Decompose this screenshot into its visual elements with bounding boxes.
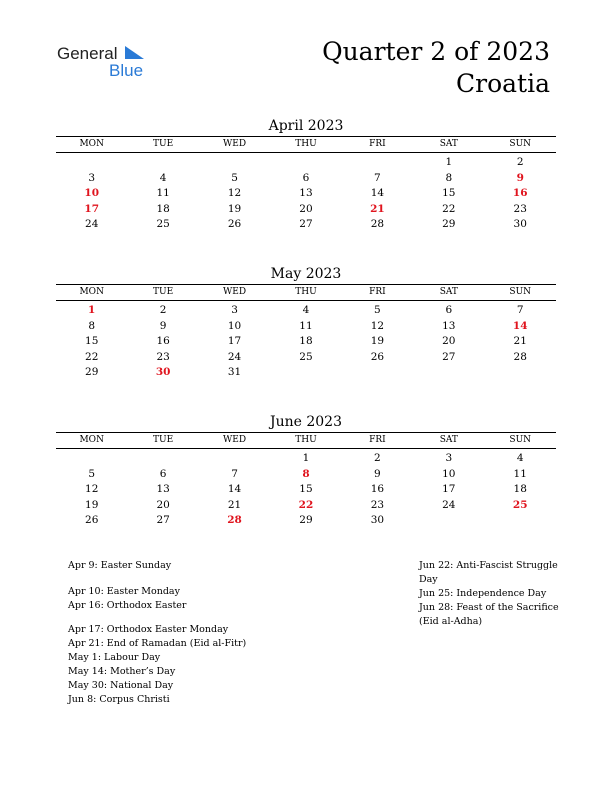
- day-cell: 22: [442, 202, 456, 215]
- day-cell: 16: [370, 483, 385, 495]
- day-cell: 19: [85, 498, 99, 511]
- weekday-label: WED: [223, 287, 247, 297]
- month-june: [56, 412, 556, 529]
- holiday-note: Apr 10: Easter Monday: [68, 586, 180, 597]
- day-cell: 18: [156, 202, 170, 215]
- weekday-label: SAT: [439, 139, 458, 149]
- day-cell: 19: [370, 335, 385, 347]
- day-cell: 11: [513, 467, 527, 480]
- weekday-label: TUE: [153, 287, 174, 297]
- holiday-note: Apr 9: Easter Sunday: [68, 560, 172, 571]
- week-row: [56, 498, 556, 514]
- day-cell: 14: [370, 187, 385, 199]
- day-cell: 5: [231, 171, 238, 184]
- month-title: June 2023: [269, 414, 342, 430]
- day-cell: 25: [512, 498, 528, 511]
- day-cell: 24: [227, 350, 242, 363]
- day-cell: 25: [156, 218, 170, 230]
- day-cell: 13: [156, 483, 170, 495]
- weekday-label: SUN: [509, 435, 532, 445]
- day-cell: 20: [299, 202, 313, 215]
- weekday-label: SAT: [439, 287, 458, 297]
- day-cell: 28: [370, 218, 385, 230]
- week-row: [56, 482, 556, 498]
- day-cell: 12: [85, 483, 99, 495]
- weekday-label: SUN: [509, 287, 532, 297]
- month-april: [56, 116, 556, 233]
- day-cell: 21: [227, 498, 242, 511]
- day-cell: 6: [159, 467, 167, 480]
- logo-blue-text: Blue: [109, 61, 144, 80]
- day-cell: 15: [299, 483, 313, 495]
- day-cell: 12: [370, 319, 385, 332]
- day-cell: 30: [155, 366, 171, 378]
- empty-day-cell: [485, 513, 556, 529]
- week-row: [56, 303, 556, 319]
- empty-day-cell: [270, 365, 341, 381]
- empty-day-cell: [127, 155, 198, 171]
- day-cell: 24: [442, 498, 456, 511]
- weekday-header-row: [56, 284, 556, 301]
- day-cell: 31: [227, 366, 242, 378]
- day-cell: 13: [442, 319, 456, 332]
- day-cell: 7: [374, 171, 381, 184]
- weekday-label: SAT: [439, 435, 458, 445]
- day-cell: 16: [156, 335, 170, 347]
- weekday-label: THU: [295, 139, 317, 149]
- day-cell: 29: [85, 366, 99, 378]
- week-row: [56, 155, 556, 171]
- month-may: [56, 264, 556, 381]
- day-cell: 30: [513, 218, 527, 230]
- day-cell: 27: [299, 218, 313, 230]
- country-title: Croatia: [456, 69, 550, 98]
- day-cell: 25: [299, 350, 313, 363]
- day-cell: 17: [227, 335, 242, 347]
- day-cell: 20: [442, 335, 456, 347]
- holiday-notes-right: [419, 559, 559, 629]
- day-cell: 28: [227, 514, 242, 526]
- holiday-note: Apr 16: Orthodox Easter: [68, 600, 187, 611]
- day-cell: 1: [302, 452, 310, 464]
- weekday-label: SUN: [509, 139, 532, 149]
- day-cell: 14: [227, 483, 242, 495]
- holiday-notes-left: [68, 559, 368, 707]
- day-cell: 19: [227, 202, 242, 215]
- day-cell: 10: [84, 187, 100, 199]
- day-cell: 18: [513, 483, 527, 495]
- empty-day-cell: [56, 451, 127, 467]
- day-cell: 21: [513, 335, 527, 347]
- day-cell: 4: [516, 452, 524, 464]
- day-cell: 27: [156, 514, 170, 526]
- day-cell: 9: [159, 319, 167, 332]
- week-row: [56, 186, 556, 202]
- weekday-label: TUE: [153, 139, 174, 149]
- empty-day-cell: [127, 451, 198, 467]
- day-cell: 1: [445, 156, 453, 168]
- day-cell: 4: [159, 171, 167, 184]
- day-cell: 26: [370, 350, 385, 363]
- day-cell: 3: [88, 171, 96, 184]
- empty-day-cell: [342, 365, 413, 381]
- week-row: [56, 467, 556, 483]
- week-row: [56, 217, 556, 233]
- week-row: [56, 171, 556, 187]
- holiday-note: Jun 28: Feast of the Sacrifice (Eid al-Adha): [419, 602, 559, 627]
- weekday-label: FRI: [369, 435, 386, 445]
- empty-day-cell: [199, 451, 270, 467]
- day-cell: 24: [85, 218, 99, 230]
- holiday-note: Jun 25: Independence Day: [419, 588, 547, 599]
- logo-triangle-icon: [125, 46, 145, 60]
- weekday-header-row: [56, 432, 556, 449]
- day-cell: 28: [513, 350, 527, 363]
- empty-day-cell: [485, 365, 556, 381]
- holiday-note: Apr 17: Orthodox Easter Monday: [68, 624, 229, 635]
- day-cell: 1: [88, 304, 96, 316]
- weekday-label: WED: [223, 139, 247, 149]
- day-cell: 14: [512, 319, 528, 332]
- day-cell: 4: [302, 304, 310, 316]
- day-cell: 21: [370, 202, 385, 215]
- weekday-label: MON: [79, 287, 104, 297]
- weekday-label: THU: [295, 435, 317, 445]
- day-cell: 5: [374, 304, 381, 316]
- empty-day-cell: [199, 155, 270, 171]
- weekday-label: MON: [79, 435, 104, 445]
- holiday-note: Apr 21: End of Ramadan (Eid al-Fitr): [68, 638, 247, 649]
- day-cell: 26: [85, 514, 99, 526]
- day-cell: 23: [370, 498, 385, 511]
- day-cell: 3: [231, 304, 238, 316]
- day-cell: 8: [302, 467, 310, 480]
- day-cell: 10: [227, 319, 242, 332]
- day-cell: 13: [299, 187, 313, 199]
- holiday-note: May 1: Labour Day: [68, 652, 161, 663]
- day-cell: 7: [231, 467, 238, 480]
- week-row: [56, 513, 556, 529]
- day-cell: 8: [445, 171, 453, 184]
- day-cell: 29: [442, 218, 456, 230]
- day-cell: 16: [512, 187, 528, 199]
- day-cell: 18: [299, 335, 313, 347]
- quarter-title: Quarter 2 of 2023: [322, 37, 550, 66]
- month-title: April 2023: [268, 118, 344, 134]
- weekday-label: FRI: [369, 287, 386, 297]
- day-cell: 27: [442, 350, 456, 363]
- day-cell: 3: [445, 452, 453, 464]
- day-cell: 6: [445, 304, 453, 316]
- day-cell: 23: [513, 202, 527, 215]
- generalblue-logo: [57, 44, 157, 84]
- weekday-header-row: [56, 136, 556, 153]
- weekday-label: FRI: [369, 139, 386, 149]
- day-cell: 26: [227, 218, 242, 230]
- day-cell: 22: [298, 498, 314, 511]
- weekday-label: TUE: [153, 435, 174, 445]
- day-cell: 15: [442, 187, 456, 199]
- day-cell: 23: [156, 350, 170, 363]
- day-cell: 11: [299, 319, 313, 332]
- day-cell: 2: [159, 304, 167, 316]
- day-cell: 29: [299, 514, 313, 526]
- week-row: [56, 319, 556, 335]
- day-cell: 17: [442, 483, 456, 495]
- day-cell: 5: [88, 467, 96, 480]
- holiday-note: Jun 22: Anti-Fascist Struggle Day: [419, 560, 558, 585]
- week-row: [56, 365, 556, 381]
- holiday-note: May 14: Mother’s Day: [68, 666, 176, 677]
- empty-day-cell: [270, 155, 341, 171]
- day-cell: 20: [156, 498, 170, 511]
- logo-general-text: General: [57, 44, 118, 63]
- week-row: [56, 334, 556, 350]
- month-title: May 2023: [270, 266, 342, 282]
- weekday-label: WED: [223, 435, 247, 445]
- empty-day-cell: [56, 155, 127, 171]
- day-cell: 7: [516, 304, 524, 316]
- day-cell: 2: [374, 452, 381, 464]
- day-cell: 9: [516, 171, 524, 184]
- holiday-note: May 30: National Day: [68, 680, 174, 691]
- day-cell: 10: [442, 467, 456, 480]
- day-cell: 8: [88, 319, 96, 332]
- week-row: [56, 451, 556, 467]
- day-cell: 15: [85, 335, 99, 347]
- day-cell: 2: [516, 156, 524, 168]
- day-cell: 12: [227, 187, 242, 199]
- day-cell: 6: [302, 171, 310, 184]
- day-cell: 9: [374, 467, 381, 480]
- day-cell: 22: [85, 350, 99, 363]
- week-row: [56, 202, 556, 218]
- holiday-note: Jun 8: Corpus Christi: [68, 694, 170, 705]
- week-row: [56, 350, 556, 366]
- empty-day-cell: [413, 513, 484, 529]
- weekday-label: MON: [79, 139, 104, 149]
- day-cell: 30: [370, 514, 385, 526]
- empty-day-cell: [413, 365, 484, 381]
- day-cell: 17: [84, 202, 100, 215]
- weekday-label: THU: [295, 287, 317, 297]
- day-cell: 11: [156, 187, 170, 199]
- empty-day-cell: [342, 155, 413, 171]
